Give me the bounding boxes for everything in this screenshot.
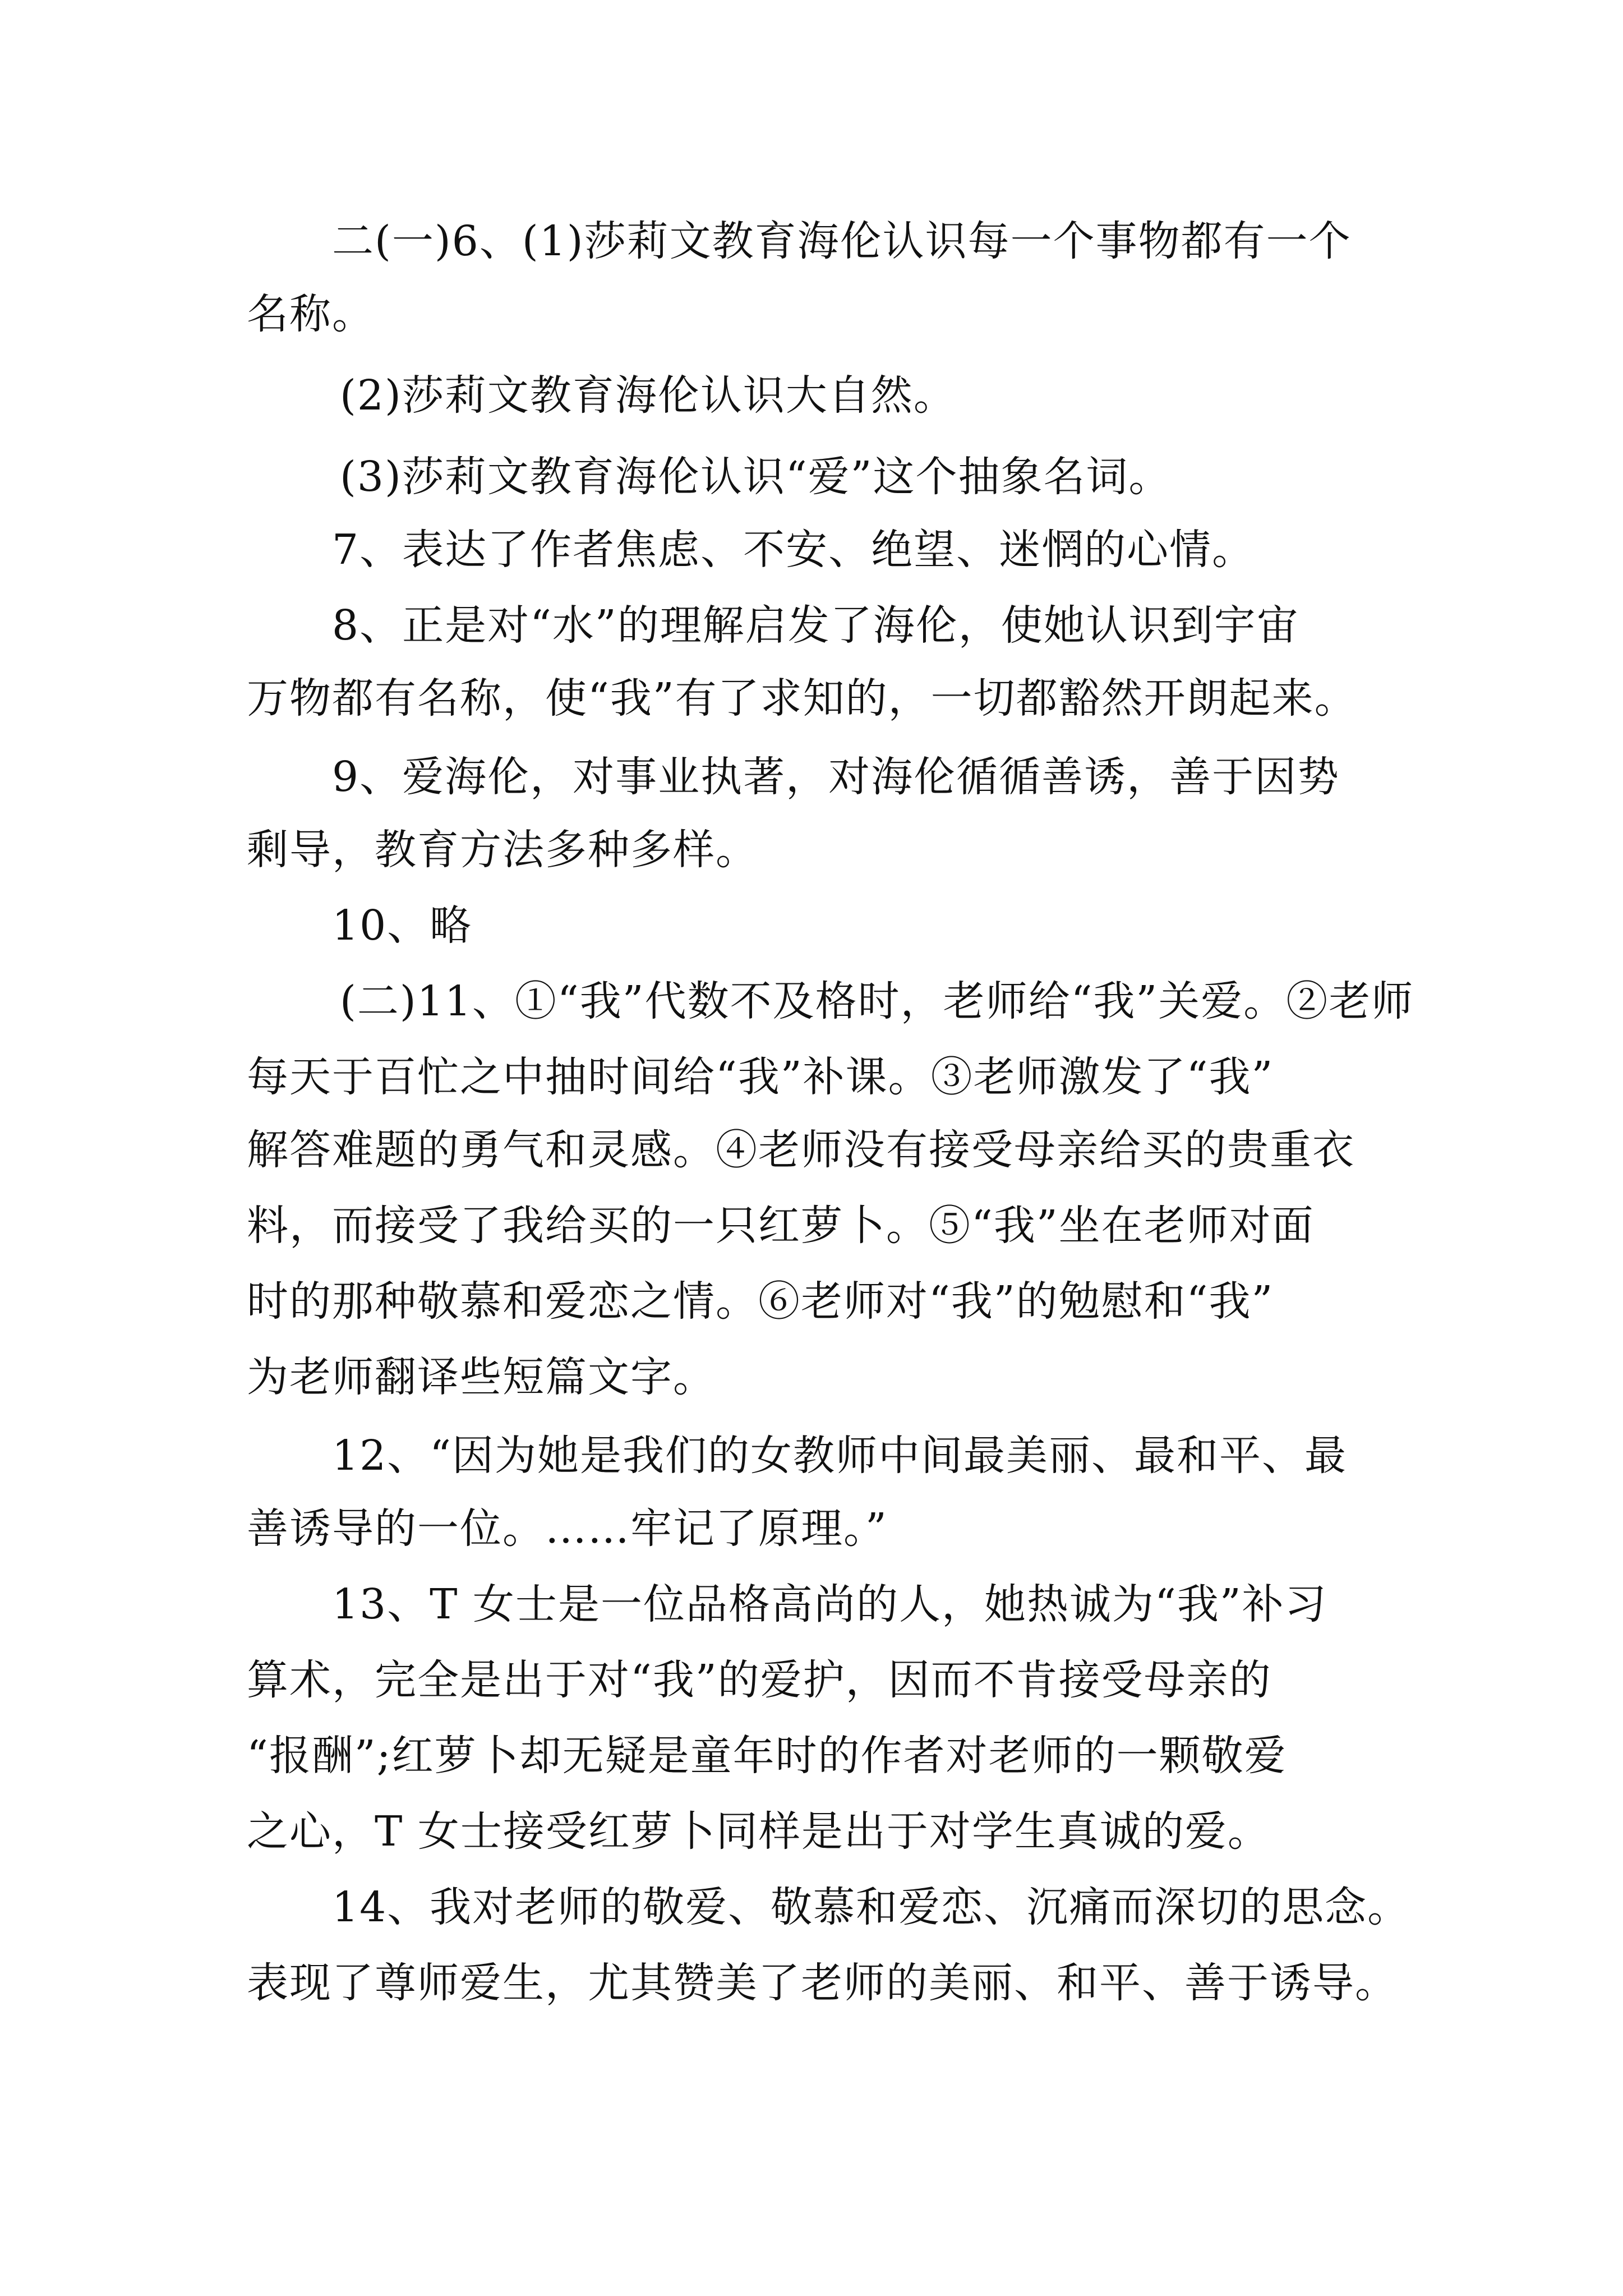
text-line: 算术，完全是出于对“我”的爱护，因而不肯接受母亲的 bbox=[247, 1656, 1272, 1704]
text-line: 14、我对老师的敬爱、敬慕和爱恋、沉痛而深切的思念。 bbox=[332, 1883, 1410, 1931]
text-line: 9、爱海伦，对事业执著，对海伦循循善诱，善于因势 bbox=[332, 753, 1340, 801]
text-line: 善诱导的一位。……牢记了原理。” bbox=[247, 1504, 888, 1553]
text-line: (3)莎莉文教育海伦认识“爱”这个抽象名词。 bbox=[340, 453, 1172, 501]
text-line: (二)11、①“我”代数不及格时，老师给“我”关爱。②老师 bbox=[340, 977, 1414, 1025]
text-line: 12、“因为她是我们的女教师中间最美丽、最和平、最 bbox=[332, 1432, 1347, 1480]
text-line: 二(一)6、(1)莎莉文教育海伦认识每一个事物都有一个 bbox=[332, 217, 1352, 265]
text-line: 剩导，教育方法多种多样。 bbox=[247, 826, 758, 874]
text-line: 之心，T 女士接受红萝卜同样是出于对学生真诚的爱。 bbox=[247, 1807, 1270, 1856]
text-line: 料，而接受了我给买的一只红萝卜。⑤“我”坐在老师对面 bbox=[247, 1202, 1315, 1250]
text-line: 7、表达了作者焦虑、不安、绝望、迷惘的心情。 bbox=[332, 526, 1255, 574]
text-line: 时的那种敬慕和爱恋之情。⑥老师对“我”的勉慰和“我” bbox=[247, 1277, 1274, 1326]
text-line: 表现了尊师爱生，尤其赞美了老师的美丽、和平、善于诱导。 bbox=[247, 1959, 1398, 2007]
text-line: 名称。 bbox=[247, 290, 375, 338]
text-line: 解答难题的勇气和灵感。④老师没有接受母亲给买的贵重衣 bbox=[247, 1126, 1355, 1174]
text-line: 万物都有名称，使“我”有了求知的，一切都豁然开朗起来。 bbox=[247, 674, 1357, 723]
text-line: 8、正是对“水”的理解启发了海伦，使她认识到宇宙 bbox=[332, 601, 1299, 650]
text-line: 为老师翻译些短篇文字。 bbox=[247, 1353, 716, 1401]
text-line: “报酬”;红萝卜却无疑是童年时的作者对老师的一颗敬爱 bbox=[247, 1732, 1287, 1780]
text-line: 10、略 bbox=[332, 901, 473, 950]
text-line: 每天于百忙之中抽时间给“我”补课。③老师激发了“我” bbox=[247, 1053, 1274, 1101]
text-line: (2)莎莉文教育海伦认识大自然。 bbox=[340, 371, 956, 420]
text-line: 13、T 女士是一位品格高尚的人，她热诚为“我”补习 bbox=[332, 1580, 1327, 1628]
